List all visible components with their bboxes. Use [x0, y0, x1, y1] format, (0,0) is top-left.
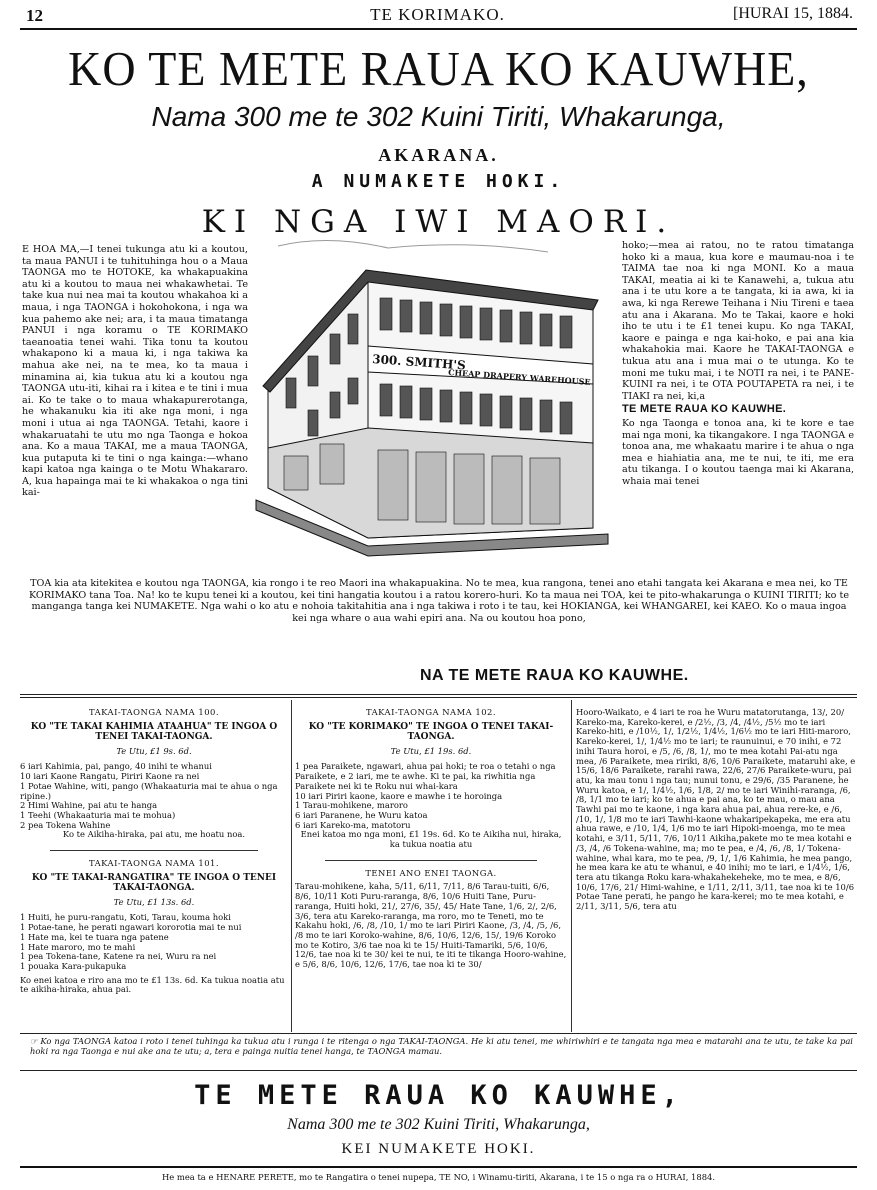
issue-date: [HURAI 15, 1884. — [733, 5, 853, 22]
warehouse-illustration — [248, 238, 618, 578]
list-item: Ko te Aikiha-hiraka, pai atu, me hoatu noa. — [62, 829, 246, 840]
parcel-102-note: Enei katoa mo nga moni, £1 19s. 6d. Ko te Aikiha nui, hiraka, ka tukua noatia atu — [300, 829, 562, 850]
parcel-102-label: TAKAI-TAONGA NAMA 102. — [365, 707, 497, 717]
page-number: 12 — [26, 6, 43, 25]
header-rule — [20, 28, 857, 30]
imprint-line: He mea ta e HENARE PERETE, mo te Rangatira o tenei nupepa, TE NO, i Winamu-tiriti, Akarana, i te 15 o nga ra o HURAI, 1884. — [161, 1172, 716, 1182]
advert-address: Nama 300 me te 302 Kuini Tiriti, Whakarunga, — [151, 101, 726, 132]
parcel-102-price: Te Utu, £1 19s. 6d. — [390, 745, 472, 756]
list-item: 1 pea Paraikete, ngawari, ahua pai hoki; te roa o tetahi o nga Paraikete, e 2 iari, me te awhe. Ki te pai, ka riwhitia nga Paraikete nei ki te Roku nui whai-kara — [295, 761, 556, 791]
parcel-101-label: TAKAI-TAONGA NAMA 101. — [88, 858, 220, 869]
running-header — [12, 4, 863, 26]
parcel-102-title: KO "TE KORIMAKO" TE INGOA O TENEI TAKAI-TAONGA. — [308, 721, 554, 743]
footer-also: KEI NUMAKETE HOKI. — [341, 1141, 536, 1157]
list-item: 1 Potae-tane, he perati ngawari kororotia mai te nui — [20, 922, 242, 933]
list-item: 10 iari Kaone Rangatu, Piriri Kaone ra nei — [20, 771, 200, 782]
list-item: 6 iari Kahimia, pai, pango, 40 inihi te whanui — [20, 761, 212, 772]
parcel-100-title: KO "TE TAKAI KAHIMIA ATAAHUA" TE INGOA O TENEI TAKAI-TAONGA. — [30, 721, 278, 743]
building-sign-shop: CHEAP DRAPERY WAREHOUSE — [447, 367, 591, 387]
parcel-separator — [325, 860, 537, 861]
masthead-title: TE KORIMAKO. — [370, 5, 505, 24]
list-item: 1 Tarau-mohikene, maroro — [295, 800, 408, 811]
list-item: 1 pouaka Kara-pukapuka — [20, 960, 127, 971]
column-divider-1 — [291, 700, 292, 1032]
parcel-100-price: Te Utu, £1 9s. 6d. — [116, 745, 192, 756]
parcel-listings — [20, 700, 857, 1032]
advert-headline: KO TE METE RAUA KO KAUWHE, — [68, 41, 809, 96]
article-bottom: TOA kia ata kitekitea e koutou nga TAONGA, kia rongo i te reo Maori ina whakapuakina. No te mea, kua rangona, tenei ano etahi tangata kei Akarana e mea nei, ko TE KORIMAKO tana Toa. Na! ko te kupu tenei ki a koutou, kei tini hangatia koutou i a ratou korero-huri. Ko ta maua nei TOA, kei te pito-whakarunga o KUINI TIRITI; ko te manganga tanga kei NUMAKETE. Nga wahi o ko atu e nohoia takitahitia ana i nga takiwa i roto i te tau, kei HOKIANGA, kei WHANGAREI, kei KAEO. Ko o maua ingoa kei nga whare o aua wahi epiri ana. Na ou koutou hoa pono, — [28, 578, 850, 624]
article-right-subhead: TE METE RAUA KO KAUWHE. — [622, 403, 787, 416]
parcel-101-title: KO "TE TAKAI-RANGATIRA" TE INGOA O TENEI TAKAI-TAONGA. — [31, 872, 277, 894]
notice-heading: KI NGA IWI MAORI. — [201, 204, 676, 240]
imprint-rule — [20, 1166, 857, 1168]
article-right-b: Ko nga Taonga e tonoa ana, ki te kore e tae mai nga moni, ka tikangakore. I nga TAONGA e tonoa ana, me whakaatu marire i te ahua o nga mea e hiahiatia ana, me te nui, te iti, me era atu tikanga. I o koutou taenga mai ki Akarana, whaia mai tenei — [622, 417, 854, 487]
parcel-101-price: Te Utu, £1 13s. 6d. — [113, 896, 195, 907]
footer-address: Nama 300 me te 302 Kuini Tiriti, Whakarunga, — [287, 1116, 590, 1133]
list-item: 1 pea Tokena-tane, Katene ra nei, Wuru ra nei — [20, 951, 217, 962]
list-item: 1 Potae Wahine, witi, pango (Whakaaturia mai te ahua o nga ripine.) — [20, 780, 278, 801]
building-sign-name: 300. SMITH'S — [371, 352, 467, 373]
list-item: 6 iari Kareko-ma, matotoru — [295, 819, 411, 830]
article-right-column — [622, 240, 854, 487]
advert-also: A NUMAKETE HOKI. — [311, 171, 566, 192]
list-item: 1 Teehi (Whakaaturia mai te mohua) — [20, 809, 176, 820]
list-item: 2 Himi Wahine, pai atu te hanga — [20, 800, 158, 811]
list-item: 1 Huiti, he puru-rangatu, Koti, Tarau, kouma hoki — [20, 912, 231, 923]
parcel-101-note: Ko enei katoa e riro ana mo te £1 13s. 6d. Ka tukua noatia atu te aikiha-hiraka, ahua pai. — [20, 974, 285, 995]
column-divider-2 — [571, 700, 572, 1032]
list-item: 1 Hate maroro, mo te mahi — [20, 941, 136, 952]
article-left-column: E HOA MA,—I tenei tukunga atu ki a koutou, ta maua PANUI i te tuhituhinga hou o a Maua TAONGA mo te HOTOKE, ka whakapuakina atu ki a koutou to maua nei whakawhetai. Te take kua nui nea mai ta koutou whakahoa ki a maua, i nga TAONGA i hokohokona, i nga wa kua pahemo ake nei; ara, i ta maua timatanga PANUI i nga koramu o TE KORIMAKO taeanoatia tenei wahi. Tika tonu ta koutou whakapono ki a maua ki, i nga takiwa ka mahua ake nei, na te mea, ko ta maua i minamina ai, kia tukua atu ki a koutou nga TAONGA utu-iti, kihai ra i kitea e te tini i mua ai. Ko te take o to maua whakapurerotanga, he whakanuku kia iti ake nga moni, i nga moni i utua ai nga TAONGA. Tetahi, kaore i whakaruatahi te utu mo nga Taonga e hokoa ana. Ko a maua TAKAI, me a maua TAONGA, kua putaputa ki te tini o nga kainga:—whano kapi katoa nga kainga o te Motu Whakararo. A, kua hapainga mai te ki whakakoa o nga tini kai- — [22, 244, 248, 499]
section-rule-top — [20, 694, 857, 695]
advert-town: AKARANA. — [378, 145, 499, 165]
list-item: 10 iari Piriri kaone, kaore e mawhe i te horoinga — [295, 790, 503, 801]
parcel-column-2 — [295, 700, 567, 1032]
other-goods-list-continued: Hooro-Waikato, e 4 iari te roa he Wuru matatorutanga, 13/, 20/ Kareko-ma, Kareko-kerei, e /2½, /3, /4, /4½, /5½ mo te iari Kareko-hiti, e /10½, 1/, 1/2½, 1/4½, 1/6½ mo te iari Hiti-maroro, Kareko-kerei, 1/, 1/4½ mo te iari; te raunuinui, e 70 inihi, e 72 inihi Taura horoi, e /5, /6, /8, 1/, mo te mea kotahi Pai-atu nga mea, /6 Paraikete, mea ririki, 8/6, 10/6 Paraikete, mataruhi ake, e 15/6, 18/6 Paraikete, rarahi rawa, 22/6, 27/6 Paraikete-wuru, pai atu, ka mau tonu i nga tau; nunui tonu, e 29/6, /35 Paranene, he Wuru katoa, e 1/, 1/4½, 1/6, 1/8, 2/ mo te iari Winihi-raranga, /6, /8, 1/1 mo te iari; ko te ahua e pai ana, ko te mau, o mau ana Tawhi pai mo te kaone, i nga kara ahua pai, ahua rere-ke, e /6, /10, 1/, 1/8 mo te iari Tawhi-kaone whakaripekapeka, me era atu ahua rawe, e /10, 1/4, 1/6 mo te iari Hipoki-moenga, mo te mea kotahi, e 3/11, 5/11, 7/6, 10/11 Aikiha,pakete mo te mea kotahi e /3, /4, /6 Tokena-wahine, ma; mo te pea, e /4, /6, /8, 1/ Tokena-wahine, whai kara, mo te pea, /9, 1/, 1/6 Kahimia, he mea pango, he mea kara ke atu te whanui, e 40 inihi; mo te iari, e 1/4½, 1/6, tera atu tikanga Roku kara-whakahekeheke, mo te mea, e 8/6, 10/6, 17/6, 21/ Himi-wahine, e 1/11, 2/11, 3/11, tae noa ki te 10/6 Potae Tane perati, he pango he kara-kerei; mo te mea kotahi, e 2/11, 3/11, 5/6, tera atu — [576, 707, 856, 912]
parcel-column-1 — [20, 700, 288, 1032]
article-signature: NA TE METE RAUA KO KAUWHE. — [420, 667, 689, 684]
parcel-100-label: TAKAI-TAONGA NAMA 100. — [88, 707, 220, 717]
footer-rule — [20, 1070, 857, 1071]
list-item: 2 pea Tokena Wahine — [20, 819, 111, 830]
list-item: 1 Hate ma, kei te tuara nga patene — [20, 931, 169, 942]
article-right-a: hoko;—mea ai ratou, no te ratou timatanga hoko ki a maua, kua kore e maumau-noa i te TAIMA tae noa ki nga MONI. Ko a maua TAKAI, meatia ai ki te Kanawehi, a, tukua atu ana i te utu kore a te tangata, ki ia awa, ki ia awa, ki nga Rerewe Teihana i Niu Tireni e taea atu ana i Akarana. Mo te Takai, kaore e hoki iho te utu i te £1 tenei kupu. Ko nga TAKAI, kaore e painga e nga kai-hoko, e pai ana kia whakahokia mai. Kaore he TAKAI-TAONGA e tukua atu ana i mua mai o te utunga. Ko te moni me tuku mai, i te NOTI ra nei, i te PANE-KUINI ra nei, i te OTA POUTAPETA ra nei, i te TIAKI ra nei, ki,a — [622, 240, 854, 402]
footer-name: TE METE RAUA KO KAUWHE, — [194, 1080, 683, 1111]
other-goods-heading: TENEI ANO ENEI TAONGA. — [365, 867, 497, 878]
section-rule-top-2 — [20, 697, 857, 698]
parcel-column-3 — [576, 700, 857, 1032]
parcel-footnote: ☞ Ko nga TAONGA katoa i roto i tenei tuhinga ka tukua atu i runga i te ritenga o nga TAKAI-TAONGA. He ki atu tenei, me whiriwhiri e te tangata nga mea e matarahi ana te utu, te take ka pai hoki ra nga Taonga e nui ake ana te utu; a, tera e painga nuitia tenei hanga, te TAONGA mamau. — [30, 1036, 853, 1056]
other-goods-list: Tarau-mohikene, kaha, 5/11, 6/11, 7/11, 8/6 Tarau-tuiti, 6/6, 8/6, 10/11 Koti Puru-raranga, 8/6, 10/6 Huiti Tane, Puru-raranga, Huiti hoki, 21/, 27/6, 35/, 45/ Hate Tane, 1/6, 2/, 2/6, 3/6, tera atu Kareko-raranga, ma roro, mo te Teneti, mo te Kakahu hoki, /6, /8, /10, 1/ mo te iari Piriri Kaone, /3, /4, /5, /6, /8 mo te iari Koroko-wahine, 8/6, 10/6, 12/6, 15/, 19/6 Koroko mo te Kotiro, 3/6 tae noa ki te 15/ Huiti-Tamariki, 5/6, 10/6, 12/6, tae noa ki te 30/ kei te nui, te iti te tikanga Hooro-wahine, e 5/6, 8/6, 10/6, 12/6, 17/6, tae noa ki te 30/ — [295, 881, 567, 970]
list-item: 6 iari Paranene, he Wuru katoa — [295, 809, 428, 820]
parcel-separator — [50, 850, 258, 851]
section-rule-bottom — [20, 1033, 857, 1034]
